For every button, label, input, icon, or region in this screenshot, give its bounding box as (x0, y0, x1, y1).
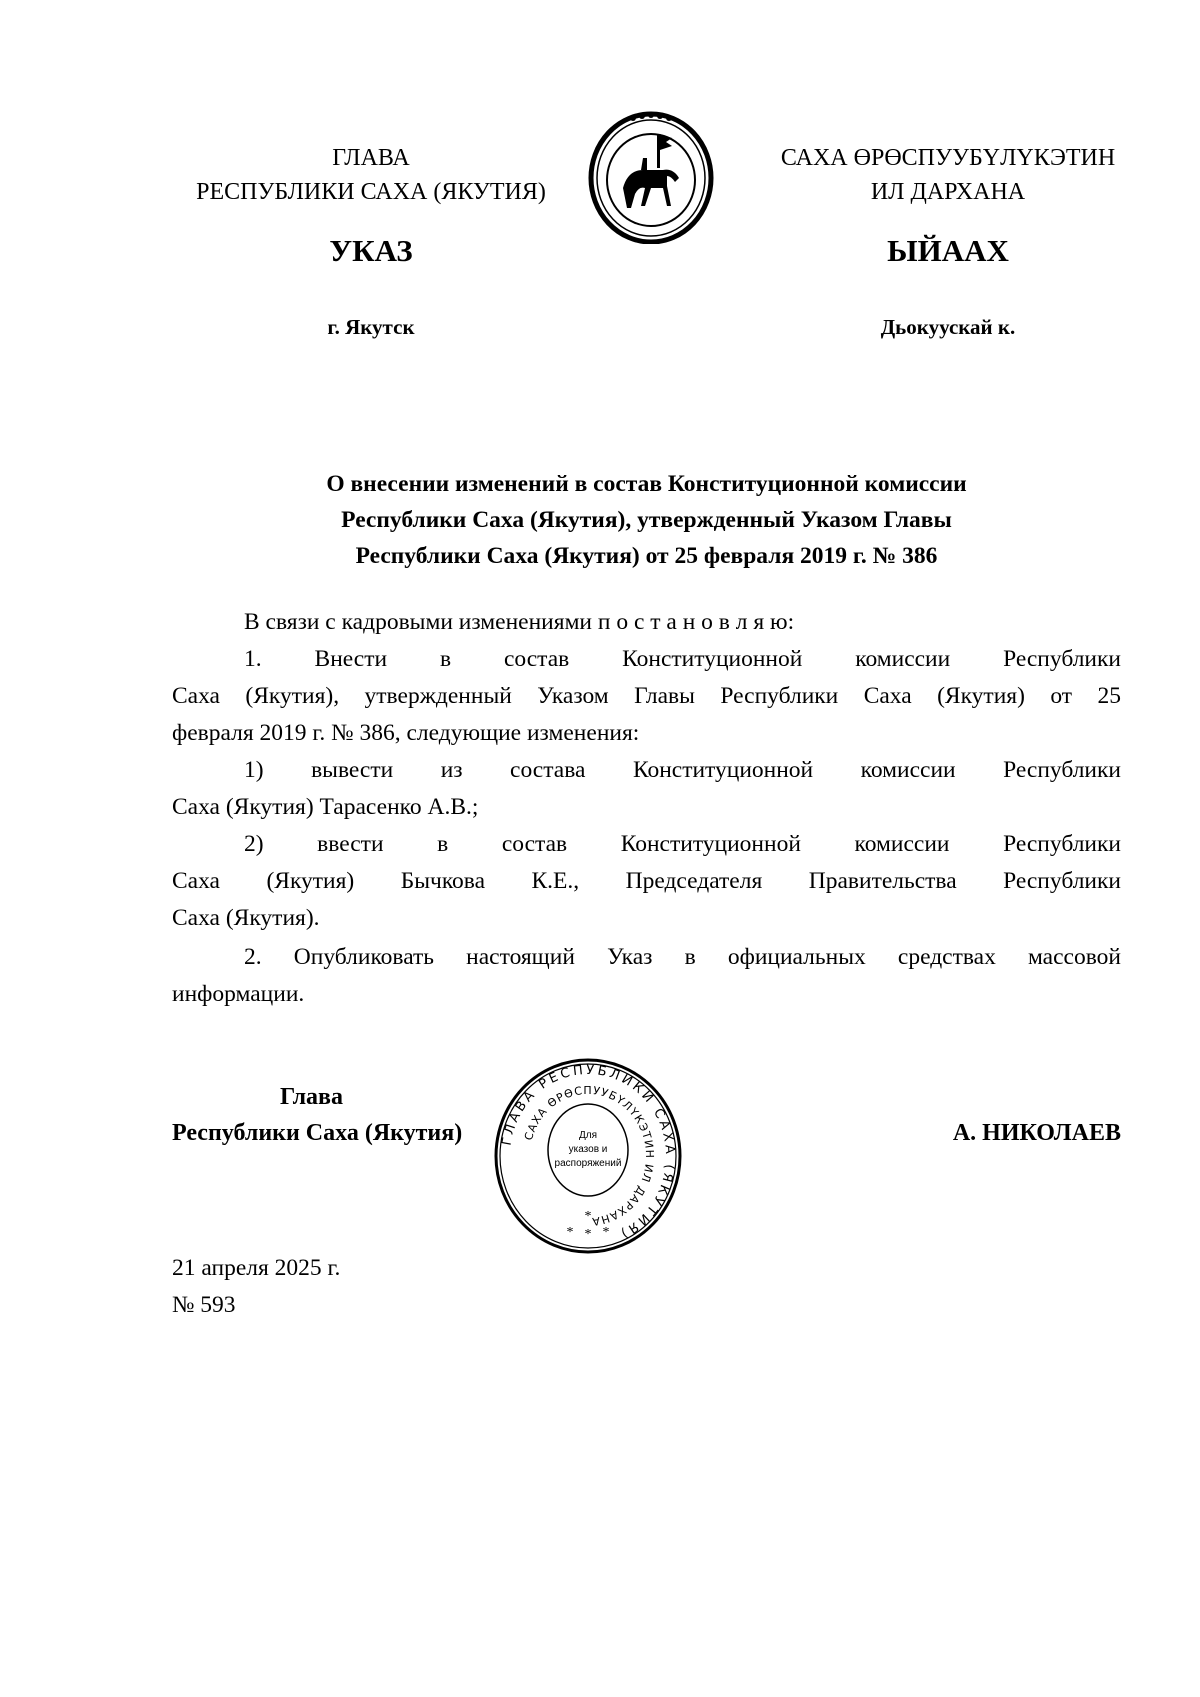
issuer-ru-line1: ГЛАВА (332, 145, 410, 171)
svg-text:распоряжений: распоряжений (554, 1158, 622, 1169)
issuer-sah (718, 141, 1178, 209)
coat-of-arms-emblem (583, 108, 719, 244)
issuer-sah-line2: ИЛ ДАРХАНА (870, 179, 1026, 205)
svg-text:*: * (584, 1209, 592, 1224)
svg-text:указов и: указов и (568, 1144, 608, 1155)
document-date: 21 апреля 2025 г. (172, 1255, 341, 1281)
official-seal-stamp (490, 1058, 686, 1254)
signature-position-line1: Глава (280, 1084, 343, 1110)
signatory-name: А. НИКОЛАЕВ (952, 1120, 1121, 1146)
body-line: 1) вывести из состава Конституционной комиссии Республики (244, 757, 1121, 783)
title-line: Республики Саха (Якутия), утвержденный Указом Главы (341, 507, 952, 533)
title-line: Республики Саха (Якутия) от 25 февраля 2019 г. № 386 (355, 543, 938, 569)
body-line: Саха (Якутия). (172, 905, 320, 931)
title-line: О внесении изменений в состав Конституционной комиссии (326, 471, 967, 497)
city-sah: Дьокуускай к. (880, 315, 1016, 339)
issuer-ru-line2: РЕСПУБЛИКИ САХА (ЯКУТИЯ) (196, 179, 546, 205)
body-line: информации. (172, 981, 305, 1007)
body-line: 2. Опубликовать настоящий Указ в официальных средствах массовой (244, 944, 1121, 970)
body-line: Саха (Якутия), утвержденный Указом Главы Республики Саха (Якутия) от 25 (172, 683, 1121, 709)
svg-text:САХА ӨРӨСПУУБҮЛҮКЭТИН ИЛ ДАРХА: САХА ӨРӨСПУУБҮЛҮКЭТИН ИЛ ДАРХАНА (521, 1083, 657, 1229)
body-line: Саха (Якутия) Бычкова К.Е., Председателя Правительства Республики (172, 868, 1121, 894)
issuer-sah-line1: САХА ӨРӨСПУУБҮЛҮКЭТИН (780, 145, 1116, 171)
city-ru: г. Якутск (327, 315, 415, 339)
svg-text:ГЛАВА РЕСПУБЛИКИ САХА (ЯКУТИЯ): ГЛАВА РЕСПУБЛИКИ САХА (ЯКУТИЯ) (499, 1062, 678, 1242)
svg-text:Для: Для (578, 1130, 598, 1141)
body-line: 1. Внести в состав Конституционной комиссии Республики (244, 646, 1121, 672)
body-line: февраля 2019 г. № 386, следующие изменения: (172, 720, 640, 746)
signature-position-line2: Республики Саха (Якутия) (172, 1120, 463, 1146)
body-line: 2) ввести в состав Конституционной комиссии Республики (244, 831, 1121, 857)
doc-type-sah: ЫЙААХ (887, 233, 1009, 268)
svg-text:*: * (602, 1225, 610, 1240)
svg-text:*: * (584, 1227, 592, 1242)
document-title (172, 466, 1121, 574)
body-line: Саха (Якутия) Тарасенко А.В.; (172, 794, 479, 820)
document-number: № 593 (172, 1292, 236, 1318)
doc-type-ru: УКАЗ (329, 233, 413, 268)
svg-text:*: * (566, 1225, 574, 1240)
body-line: В связи с кадровыми изменениями п о с т а н о в л я ю: (244, 609, 795, 635)
issuer-ru (141, 141, 601, 209)
